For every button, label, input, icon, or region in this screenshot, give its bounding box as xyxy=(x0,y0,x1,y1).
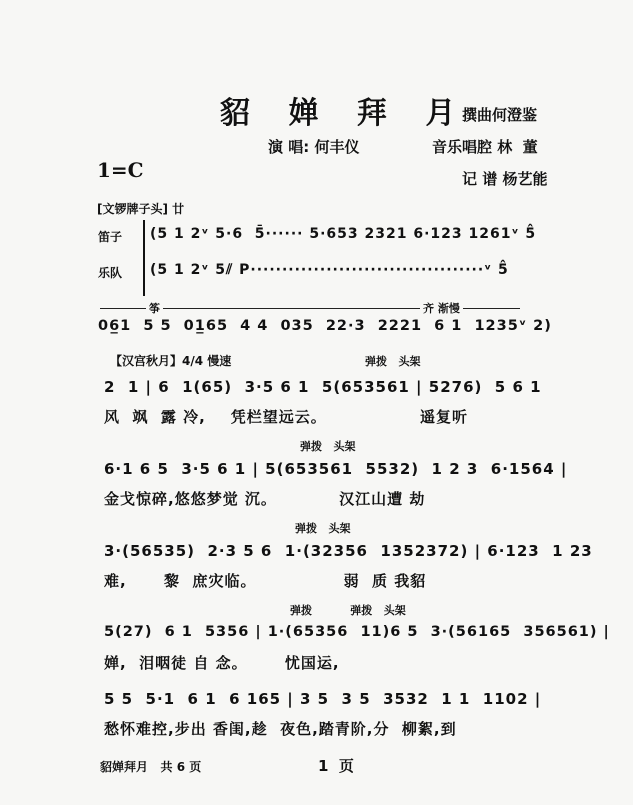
key-signature: 1=C xyxy=(97,158,144,182)
singer-credit: 演 唱: 何丰仪 xyxy=(268,138,360,156)
section-1-annotation: 弹拨 头架 xyxy=(365,355,421,368)
section-4-lyrics: 婵, 泪咽徒 自 念。 忧国运, xyxy=(104,654,340,672)
system-bracket xyxy=(143,220,145,296)
section-2-annotation: 弹拨 头架 xyxy=(300,440,356,453)
section-2-notes: 6·1 6 5 3·5 6 1 | 5(653561 5532) 1 2 3 6·1564 | xyxy=(104,460,568,478)
section-3-lyrics: 难, 黎 庶灾临。 弱 质 我貂 xyxy=(104,572,427,590)
zheng-label: 筝 xyxy=(146,300,163,316)
section-label-hangong-qiuyue: 【汉宫秋月】4/4 慢速 xyxy=(110,354,232,368)
section-4-notes: 5(27) 6 1 5356 | 1·(65356 11)6 5 3·(56165 356561) | xyxy=(104,624,610,640)
band-line: (5 1 2ᵛ 5⫽ P·····································ᵛ 5̂ xyxy=(150,262,509,278)
section-2-lyrics: 金戈惊碎,悠悠梦觉 沉。 汉江山遭 劫 xyxy=(104,490,426,508)
part-dizi-label: 笛子 xyxy=(98,230,123,244)
section-3-annotation: 弹拨 头架 xyxy=(295,522,351,535)
notation-credit: 记 谱 杨艺能 xyxy=(462,170,548,188)
section-1-lyrics: 风 飒 露 冷, 凭栏望远云。 遥复听 xyxy=(104,408,469,426)
page-number: 1 页 xyxy=(318,757,354,775)
qi-jianman-label: 齐 渐慢 xyxy=(420,300,463,316)
accompaniment-credit: 音乐唱腔 林 董 xyxy=(432,138,538,156)
intro-line-3: 06̲1 5 5 01̲65 4 4 035 22·3 2221 6 1 1235ᵛ 2) xyxy=(98,318,552,334)
footer-info: 貂婵拜月 共 6 页 xyxy=(100,760,202,774)
part-band-label: 乐队 xyxy=(98,266,123,280)
song-title: 貂 婵 拜 月 xyxy=(220,96,470,131)
section-1-notes: 2 1 | 6 1(65) 3·5 6 1 5(653561 | 5276) 5 6 1 xyxy=(104,378,542,396)
dizi-line: (5 1 2ᵛ 5·6 5̄······ 5·653 2321 6·123 1261ᵛ 5̂ xyxy=(150,226,537,242)
intro-section-label: [文锣牌子头] 廿 xyxy=(97,202,185,216)
section-4-annotation: 弹拨 弹拨 头架 xyxy=(290,604,406,617)
section-3-notes: 3·(56535) 2·3 5 6 1·(32356 1352372) | 6·123 1 23 xyxy=(104,542,593,560)
zheng-span-line-2 xyxy=(280,308,520,309)
composer-credit: 撰曲何澄鉴 xyxy=(462,106,538,124)
section-5-lyrics: 愁怀难控,步出 香闺,趁 夜色,踏青阶,分 柳絮,到 xyxy=(104,720,457,738)
zheng-span-line xyxy=(100,308,280,309)
section-5-notes: 5 5 5·1 6 1 6 165 | 3 5 3 5 3532 1 1 1102 | xyxy=(104,690,542,708)
